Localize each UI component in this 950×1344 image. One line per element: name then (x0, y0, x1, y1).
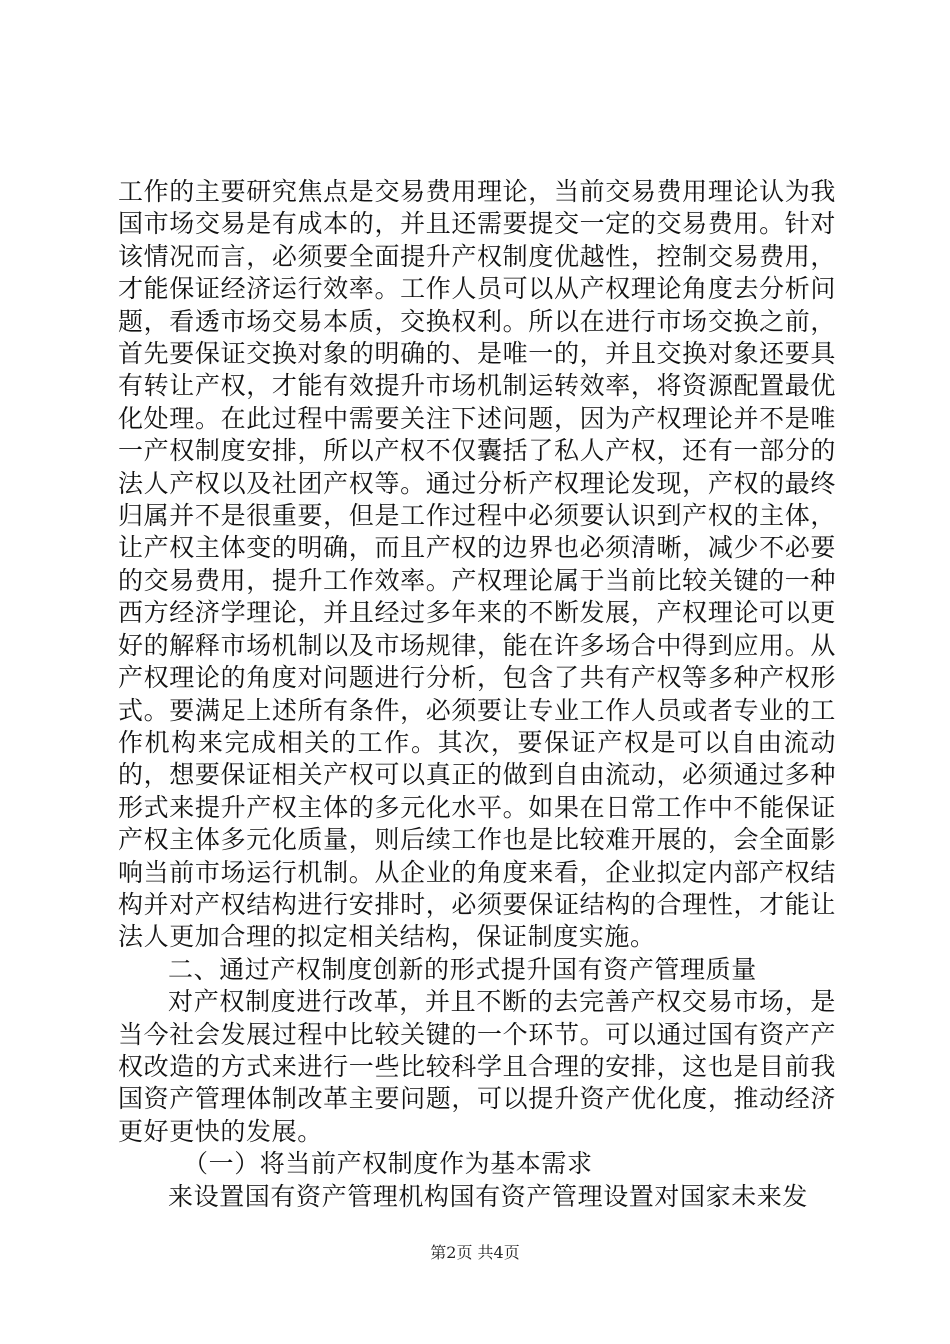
subsection-heading: （一）将当前产权制度作为基本需求 (183, 1149, 593, 1179)
page-footer: 第2页 共4页 (430, 1243, 520, 1262)
document-body (118, 176, 836, 1213)
body-paragraph: 来设置国有资产管理机构国有资产管理设置对国家未来发 (168, 1181, 809, 1211)
body-paragraph: 工作的主要研究焦点是交易费用理论，当前交易费用理论认为我国市场交易是有成本的，并且还需要提交一定的交易费用。针对该情况而言，必须要全面提升产权制度优越性，控制交易费用，才能保证经济运行效率。工作人员可以从产权理论角度去分析问题，看透市场交易本质，交换权利。所以在进行市场交换之前，首先要保证交换对象的明确的、是唯一的，并且交换对象还要具有转让产权，才能有效提升市场机制运转效率，将资源配置最优化处理。在此过程中需要关注下述问题，因为产权理论并不是唯一产权制度安排，所以产权不仅囊括了私人产权，还有一部分的法人产权以及社团产权等。通过分析产权理论发现，产权的最终归属并不是很重要，但是工作过程中必须要认识到产权的主体，让产权主体变的明确，而且产权的边界也必须清晰，减少不必要的交易费用，提升工作效率。产权理论属于当前比较关键的一种西方经济学理论，并且经过多年来的不断发展，产权理论可以更好的解释市场机制以及市场规律，能在许多场合中得到应用。从产权理论的角度对问题进行分析，包含了共有产权等多种产权形式。要满足上述所有条件，必须要让专业工作人员或者专业的工作机构来完成相关的工作。其次，要保证产权是可以自由流动的，想要保证相关产权可以真正的做到自由流动，必须通过多种形式来提升产权主体的多元化水平。如果在日常工作中不能保证产权主体多元化质量，则后续工作也是比较难开展的，会全面影响当前市场运行机制。从企业的角度来看，企业拟定内部产权结构并对产权结构进行安排时，必须要保证结构的合理性，才能让法人更加合理的拟定相关结构，保证制度实施。 (118, 177, 836, 952)
body-paragraph: 对产权制度进行改革，并且不断的去完善产权交易市场，是当今社会发展过程中比较关键的一个环节。可以通过国有资产产权改造的方式来进行一些比较科学且合理的安排，这也是目前我国资产管理体制改革主要问题，可以提升资产优化度，推动经济更好更快的发展。 (118, 987, 836, 1146)
section-heading: 二、通过产权制度创新的形式提升国有资产管理质量 (168, 954, 757, 984)
